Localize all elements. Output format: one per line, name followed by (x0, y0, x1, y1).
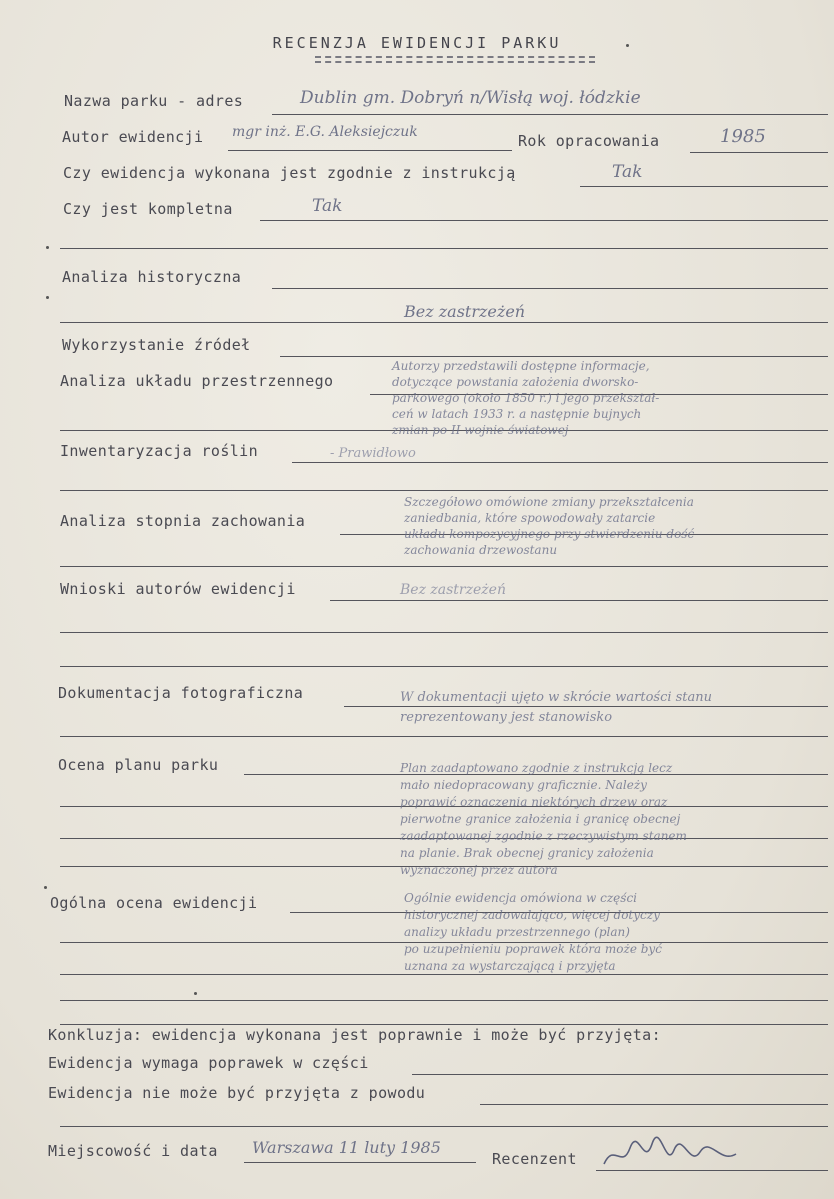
stray-mark (46, 246, 49, 249)
historical-line (272, 288, 828, 289)
complete-line (260, 220, 828, 221)
plan-value-line-5: zaadaptowanej zgodnie z rzeczywistym stanem (400, 829, 687, 843)
spatial-value-line-3: parkowego (około 1850 r.) i jego przekształ- (392, 391, 660, 405)
place-date-label: Miejscowość i data (48, 1142, 218, 1160)
overall-value (404, 890, 662, 975)
historical-line-2 (60, 322, 828, 323)
compliance-label: Czy ewidencja wykonana jest zgodnie z instrukcją (63, 164, 516, 182)
plants-label: Inwentaryzacja roślin (60, 442, 259, 460)
preservation-value (404, 494, 694, 558)
overall-label: Ogólna ocena ewidencji (50, 894, 258, 912)
plan-label: Ocena planu parku (58, 756, 219, 774)
conclusion-needs-corrections: Ewidencja wymaga poprawek w części (48, 1054, 369, 1072)
separator-2 (60, 490, 828, 491)
title-underline (315, 56, 595, 63)
spatial-value-line-4: ceń w latach 1933 r. a następnie bujnych (392, 407, 642, 421)
plan-value-line-6: na planie. Brak obecnej granicy założenia (400, 846, 654, 860)
plants-value: - Prawidłowo (330, 446, 416, 461)
separator-4 (60, 666, 828, 667)
separator-3 (60, 632, 828, 633)
conclusions-label: Wnioski autorów ewidencji (60, 580, 296, 598)
conclusion-rejected: Ewidencja nie może być przyjęta z powodu (48, 1084, 426, 1102)
conclusions-line (330, 600, 828, 601)
plan-value (400, 760, 687, 879)
stray-mark (44, 886, 47, 889)
plan-value-line-4: pierwotne granice założenia i granicę obecnej (400, 812, 681, 826)
reviewer-signature (600, 1134, 750, 1174)
spatial-value-line-5: zmian po II wojnie światowej (392, 423, 569, 437)
spatial-value (392, 358, 659, 438)
preservation-label: Analiza stopnia zachowania (60, 512, 306, 530)
conclusion-accepted: Konkluzja: ewidencja wykonana jest poprawnie i może być przyjęta: (48, 1026, 661, 1044)
park-name-line (272, 114, 828, 115)
plan-value-line-3: poprawić oznaczenia niektórych drzew oraz (400, 795, 668, 809)
preservation-value-line-4: zachowania drzewostanu (404, 543, 558, 557)
place-date-line (244, 1162, 476, 1163)
overall-value-line-1: Ogólnie ewidencja omówiona w części (404, 891, 638, 905)
complete-label: Czy jest kompletna (63, 200, 233, 218)
photo-value-line-2: reprezentowany jest stanowisko (400, 710, 613, 725)
photo-line-2 (60, 736, 828, 737)
author-value: mgr inż. E.G. Aleksiejczuk (232, 124, 418, 140)
year-value: 1985 (720, 126, 766, 147)
plan-value-line-7: wyznaczonej przez autora (400, 863, 558, 877)
overall-value-line-5: uznana za wystarczającą i przyjęta (404, 959, 616, 973)
spatial-label: Analiza układu przestrzennego (60, 372, 334, 390)
overall-value-line-2: historycznej zadowalająco, więcej dotyczy (404, 908, 660, 922)
plan-value-line-1: Plan zaadaptowano zgodnie z instrukcją lecz (400, 761, 673, 775)
document-title: RECENZJA EWIDENCJI PARKU (272, 34, 562, 52)
plants-line (292, 462, 828, 463)
compliance-value: Tak (612, 162, 643, 182)
park-name-value: Dublin gm. Dobryń n/Wisłą woj. łódzkie (300, 88, 641, 108)
historical-sources-value: Bez zastrzeżeń (404, 302, 526, 321)
preservation-line-2 (60, 566, 828, 567)
preservation-value-line-1: Szczegółowo omówione zmiany przekształcenia (404, 495, 694, 509)
stray-mark (46, 296, 49, 299)
photo-value (400, 688, 712, 728)
compliance-line (580, 186, 828, 187)
author-label: Autor ewidencji (62, 128, 204, 146)
corrections-line (412, 1074, 828, 1075)
plan-value-line-2: mało niedopracowany graficznie. Należy (400, 778, 647, 792)
author-line (228, 150, 512, 151)
stray-mark (194, 992, 197, 995)
spatial-value-line-1: Autorzy przedstawili dostępne informacje, (392, 359, 650, 373)
preservation-value-line-3: układu kompozycyjnego przy stwierdzeniu dość (404, 527, 695, 541)
overall-line-4 (60, 1000, 828, 1001)
reviewer-label: Recenzent (492, 1150, 577, 1168)
separator-6 (60, 1126, 828, 1127)
spatial-value-line-2: dotyczące powstania założenia dworsko- (392, 375, 639, 389)
place-date-value: Warszawa 11 luty 1985 (252, 1138, 441, 1157)
park-name-label: Nazwa parku - adres (64, 92, 244, 110)
sources-label: Wykorzystanie źródeł (62, 336, 251, 354)
separator-1 (60, 248, 828, 249)
stray-mark (626, 44, 629, 47)
historical-label: Analiza historyczna (62, 268, 242, 286)
photo-label: Dokumentacja fotograficzna (58, 684, 304, 702)
rejected-line (480, 1104, 828, 1105)
year-line (690, 152, 828, 153)
year-label: Rok opracowania (518, 132, 660, 150)
complete-value: Tak (312, 196, 343, 216)
preservation-value-line-2: zaniedbania, które spowodowały zatarcie (404, 511, 656, 525)
separator-5 (60, 1024, 828, 1025)
conclusions-value: Bez zastrzeżeń (400, 582, 506, 598)
overall-value-line-4: po uzupełnieniu poprawek która może być (404, 942, 662, 956)
overall-value-line-3: analizy układu przestrzennego (plan) (404, 925, 630, 939)
photo-value-line-1: W dokumentacji ujęto w skrócie wartości stanu (400, 690, 713, 705)
sources-line (280, 356, 828, 357)
